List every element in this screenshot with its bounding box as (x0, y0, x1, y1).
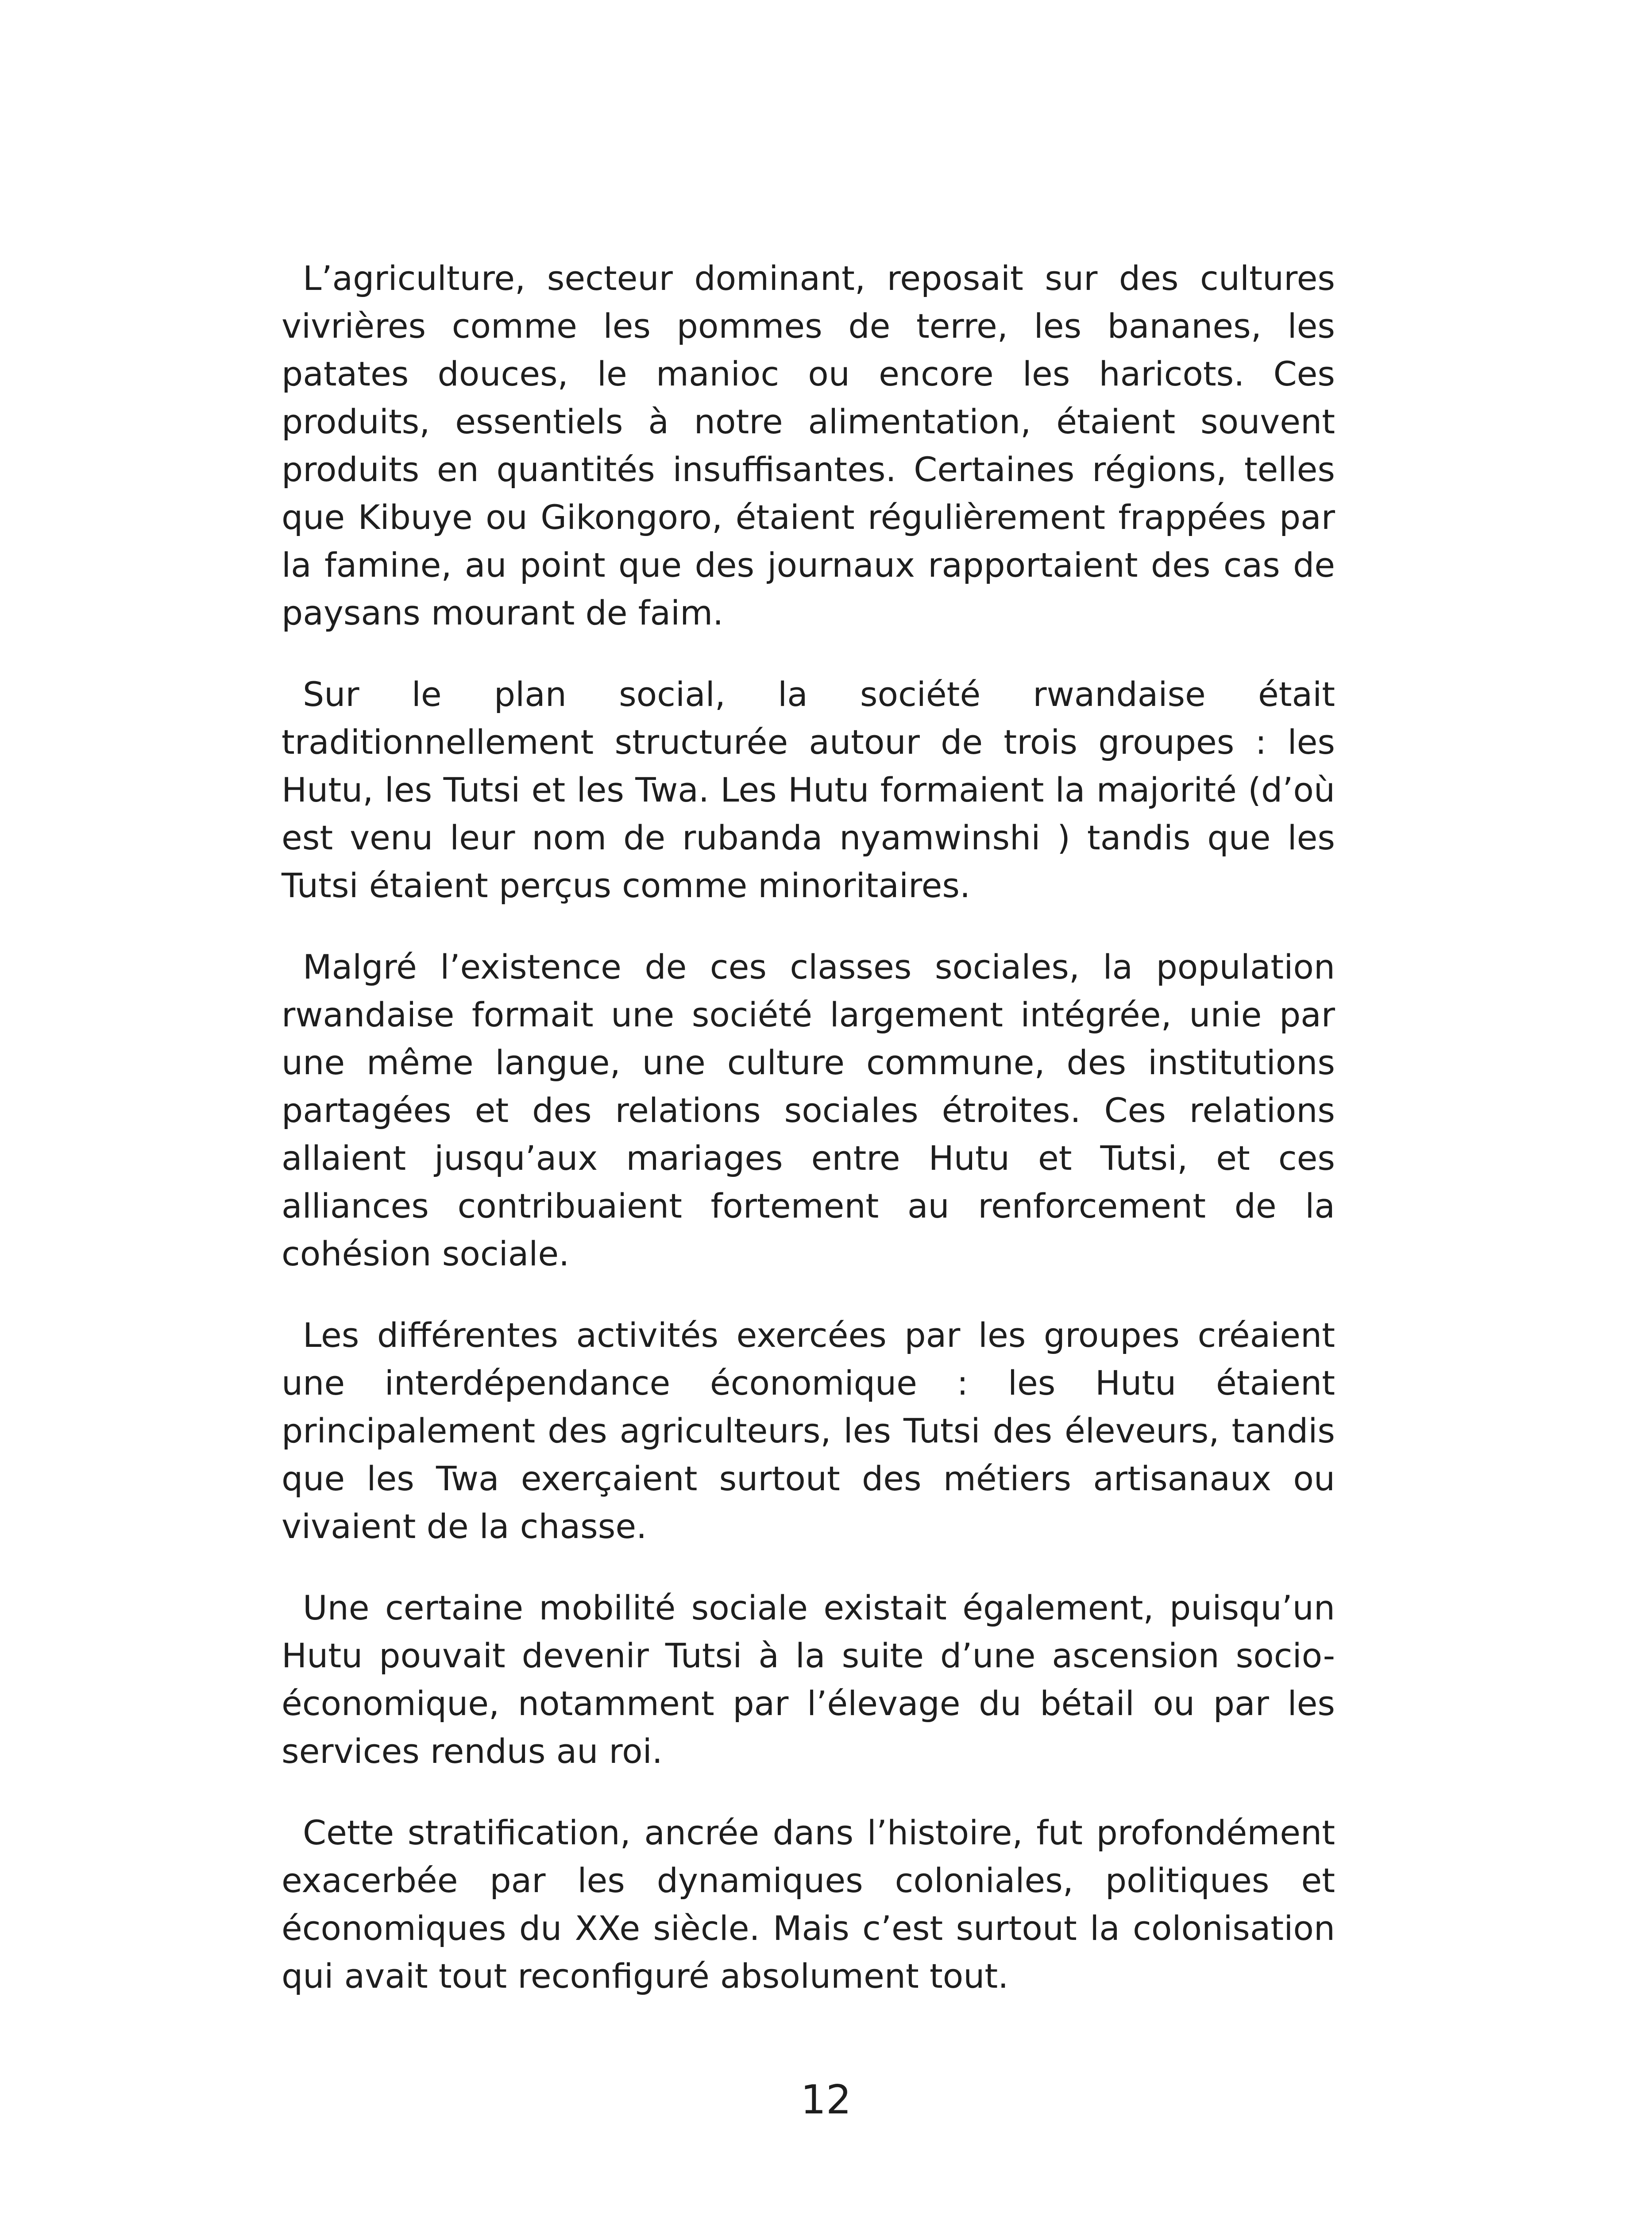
body-text (282, 254, 1335, 2034)
paragraph-economic-interdependence: Les différentes activités exercées par les groupes créaient une interdépendance économique : les Hutu étaient principalement des agriculteurs, les Tutsi des éleveurs, tandis que les Twa exerçaient surtout des métiers artisanaux ou vivaient de la chasse. (282, 1315, 1335, 1546)
paragraph-agriculture: L’agriculture, secteur dominant, reposait sur des cultures vivrières comme les pommes de terre, les bananes, les patates douces, le manioc ou encore les haricots. Ces produits, essentiels à notre alimentation, étaient souvent produits en quantités insuffisantes. Certaines régions, telles que Kibuye ou Gikongoro, étaient régulièrement frappées par la famine, au point que des journaux rapportaient des cas de paysans mourant de faim. (282, 258, 1335, 632)
paragraph-social-mobility: Une certaine mobilité sociale existait également, puisqu’un Hutu pouvait devenir Tutsi à la suite d’une ascension socio-économique, notamment par l’élevage du bétail ou par les services rendus au roi. (282, 1588, 1335, 1771)
paragraph-social-cohesion: Malgré l’existence de ces classes sociales, la population rwandaise formait une société largement intégrée, unie par une même langue, une culture commune, des institutions partagées et des relations sociales étroites. Ces relations allaient jusqu’aux mariages entre Hutu et Tutsi, et ces alliances contribuaient fortement au renforcement de la cohésion sociale. (282, 947, 1335, 1273)
paragraph-stratification: Cette stratification, ancrée dans l’histoire, fut profondément exacerbée par les dynamiques coloniales, politiques et économiques du XXe siècle. Mais c’est surtout la colonisation qui avait tout reconfiguré absolument tout. (282, 1813, 1335, 1996)
paragraph-social-structure: Sur le plan social, la société rwandaise était traditionnellement structurée autour de trois groupes : les Hutu, les Tutsi et les Twa. Les Hutu formaient la majorité (d’où est venu leur nom de rubanda nyamwinshi ) tandis que les Tutsi étaient perçus comme minoritaires. (282, 675, 1335, 905)
page-number: 12 (800, 2077, 852, 2123)
